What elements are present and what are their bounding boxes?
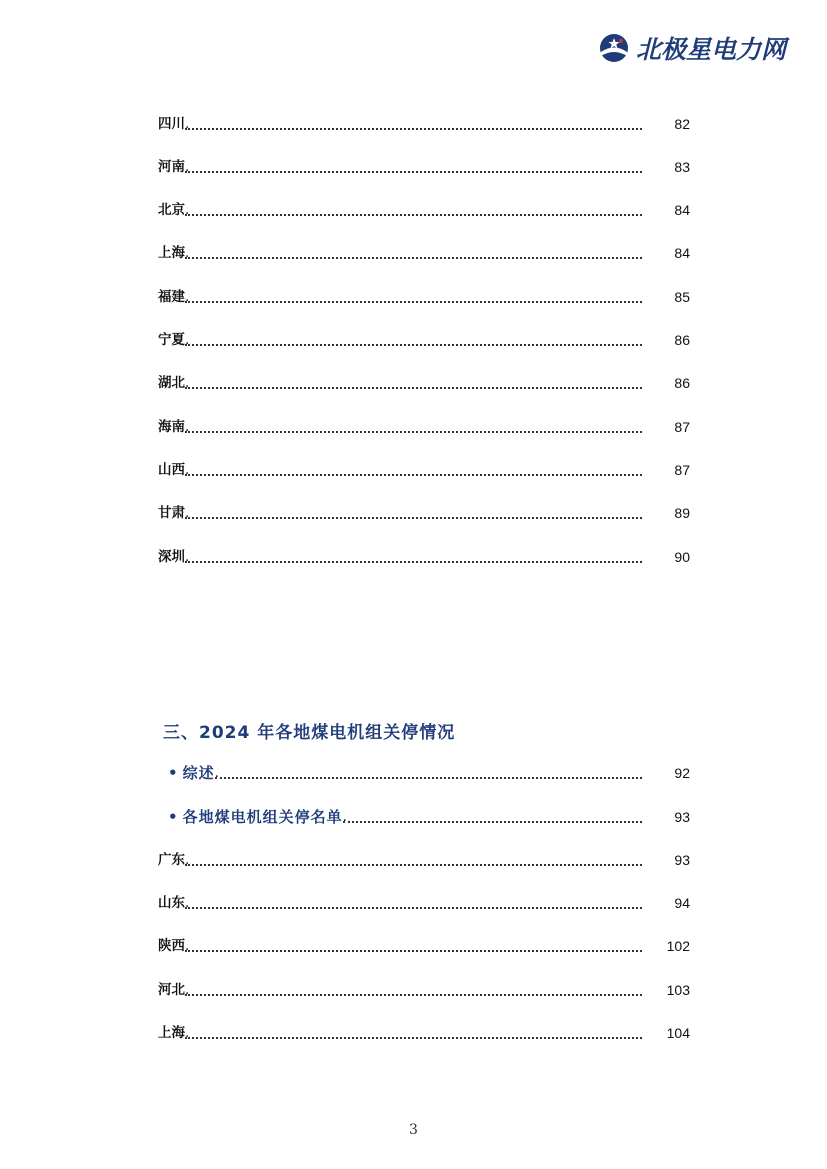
toc-entry[interactable] bbox=[158, 547, 690, 567]
toc-leader-dots: . bbox=[185, 460, 642, 476]
toc-entry-page: 84 bbox=[674, 202, 690, 218]
bullet-icon: • bbox=[168, 764, 179, 782]
toc-entry-label: 上海 bbox=[158, 245, 185, 261]
toc-leader-dots: . bbox=[185, 417, 642, 433]
toc-entry-page: 82 bbox=[674, 116, 690, 132]
toc-leader-dots: . bbox=[185, 200, 642, 216]
toc-entry-page: 103 bbox=[666, 982, 690, 998]
toc-entry[interactable] bbox=[158, 460, 690, 480]
toc-leader-dots: . bbox=[185, 243, 642, 259]
toc-leader-dots: . bbox=[185, 850, 642, 866]
toc-entry-label: 河北 bbox=[158, 982, 185, 998]
toc-entry-page: 86 bbox=[674, 375, 690, 391]
toc-entry-label: 陕西 bbox=[158, 938, 185, 954]
toc-entry-label: 甘肃 bbox=[158, 505, 185, 521]
toc-entry-page: 86 bbox=[674, 332, 690, 348]
toc-entry-page: 87 bbox=[674, 462, 690, 478]
toc-entry[interactable] bbox=[158, 157, 690, 177]
toc-entry[interactable] bbox=[158, 330, 690, 350]
toc-entry-page: 85 bbox=[674, 289, 690, 305]
section-heading[interactable]: 三、2024 年各地煤电机组关停情况 bbox=[163, 723, 456, 743]
toc-entry-label bbox=[168, 763, 215, 783]
toc-entry-page: 104 bbox=[666, 1025, 690, 1041]
toc-subsection-entry[interactable] bbox=[168, 763, 690, 783]
toc-entry-label: 湖北 bbox=[158, 375, 185, 391]
toc-entry-label: 广东 bbox=[158, 852, 185, 868]
toc-entry-page: 92 bbox=[674, 765, 690, 781]
toc-entry-label: 四川 bbox=[158, 116, 185, 132]
toc-entry-page: 84 bbox=[674, 245, 690, 261]
bullet-icon: • bbox=[168, 808, 179, 826]
toc-entry-label: 河南 bbox=[158, 159, 185, 175]
toc-entry-label bbox=[168, 807, 343, 827]
toc-entry[interactable] bbox=[158, 850, 690, 870]
toc-entry-page: 93 bbox=[674, 852, 690, 868]
brand-logo bbox=[598, 30, 812, 66]
toc-entry-label: 海南 bbox=[158, 419, 185, 435]
toc-entry[interactable] bbox=[158, 980, 690, 1000]
toc-entry[interactable] bbox=[158, 503, 690, 523]
toc-entry-page: 83 bbox=[674, 159, 690, 175]
toc-leader-dots: . bbox=[185, 936, 642, 952]
toc-leader-dots: . bbox=[185, 980, 642, 996]
toc-leader-dots: . bbox=[185, 330, 642, 346]
toc-entry-label: 宁夏 bbox=[158, 332, 185, 348]
toc-leader-dots: . bbox=[185, 157, 642, 173]
toc-leader-dots: . bbox=[185, 114, 642, 130]
toc-leader-dots: . bbox=[343, 807, 642, 823]
toc-leader-dots: . bbox=[185, 1023, 642, 1039]
toc-leader-dots: . bbox=[185, 547, 642, 563]
toc-leader-dots: . bbox=[185, 503, 642, 519]
toc-entry-label: 山西 bbox=[158, 462, 185, 478]
toc-entry-label: 深圳 bbox=[158, 549, 185, 565]
toc-entry[interactable] bbox=[158, 200, 690, 220]
toc-entry[interactable] bbox=[158, 114, 690, 134]
toc-entry-label: 北京 bbox=[158, 202, 185, 218]
toc-entry-page: 102 bbox=[666, 938, 690, 954]
toc-entry-text: 综述 bbox=[182, 764, 215, 782]
toc-subsection-entry[interactable] bbox=[168, 807, 690, 827]
toc-leader-dots: . bbox=[185, 893, 642, 909]
polaris-logo-icon bbox=[598, 32, 630, 64]
toc-entry-label: 上海 bbox=[158, 1025, 185, 1041]
toc-entry[interactable] bbox=[158, 373, 690, 393]
logo-text: 北极星电力网 bbox=[636, 35, 787, 64]
toc-entry-page: 87 bbox=[674, 419, 690, 435]
toc-entry-label: 山东 bbox=[158, 895, 185, 911]
toc-entry[interactable] bbox=[158, 936, 690, 956]
toc-entry[interactable] bbox=[158, 417, 690, 437]
toc-entry-page: 94 bbox=[674, 895, 690, 911]
toc-leader-dots: . bbox=[185, 287, 642, 303]
toc-leader-dots: . bbox=[185, 373, 642, 389]
toc-entry-label: 福建 bbox=[158, 289, 185, 305]
toc-entry[interactable] bbox=[158, 1023, 690, 1043]
toc-entry-page: 90 bbox=[674, 549, 690, 565]
toc-entry[interactable] bbox=[158, 287, 690, 307]
toc-entry[interactable] bbox=[158, 243, 690, 263]
toc-entry[interactable] bbox=[158, 893, 690, 913]
page-number: 3 bbox=[409, 1122, 418, 1138]
toc-entry-text: 各地煤电机组关停名单 bbox=[182, 808, 343, 826]
toc-entry-page: 89 bbox=[674, 505, 690, 521]
toc-leader-dots: . bbox=[215, 763, 642, 779]
toc-entry-page: 93 bbox=[674, 809, 690, 825]
